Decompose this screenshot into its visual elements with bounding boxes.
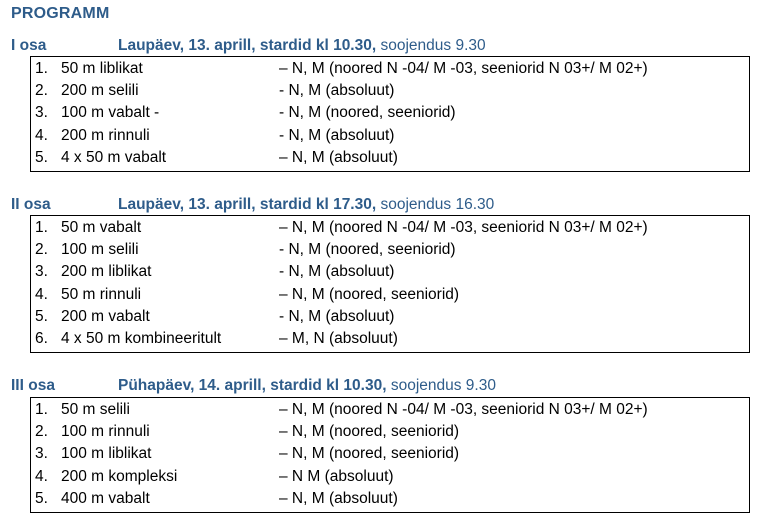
event-row [31, 330, 749, 352]
event-row [31, 445, 749, 467]
event-categories: - N, M (absoluut) [279, 307, 395, 325]
page-title: PROGRAMM [11, 5, 110, 22]
event-categories: – M, N (absoluut) [279, 329, 398, 347]
event-name: 4 x 50 m vabalt [61, 148, 167, 166]
event-row [31, 104, 749, 126]
event-row [31, 82, 749, 104]
event-name: 100 m vabalt - [61, 104, 160, 122]
event-name: 200 m kompleksi [61, 467, 178, 485]
event-categories: - N, M (noored, seeniorid) [279, 241, 456, 259]
event-categories: - N, M (absoluut) [279, 126, 395, 144]
section-date-bold: Pühapäev, 14. aprill, stardid kl 10.30, [118, 377, 387, 394]
event-categories: - N, M (absoluut) [279, 82, 395, 100]
event-row [31, 490, 749, 512]
event-number: 3. [35, 445, 48, 463]
event-name: 50 m liblikat [61, 60, 143, 77]
event-number: 2. [35, 423, 48, 441]
event-name: 50 m vabalt [61, 219, 142, 236]
event-name: 200 m rinnuli [61, 126, 150, 144]
event-number: 3. [35, 263, 48, 281]
event-row [31, 241, 749, 263]
section-warmup: soojendus 9.30 [386, 377, 496, 394]
event-number: 5. [35, 307, 48, 325]
event-row [31, 149, 749, 171]
section-date-bold: Laupäev, 13. aprill, stardid kl 10.30, [118, 37, 377, 54]
section-label: II osa [11, 196, 51, 213]
event-name: 50 m selili [61, 401, 130, 418]
event-box-2 [30, 215, 750, 353]
section-label: III osa [11, 377, 55, 394]
event-name: 200 m vabalt [61, 307, 150, 325]
event-row [31, 60, 749, 82]
event-row [31, 308, 749, 330]
event-name: 4 x 50 m kombineeritult [61, 329, 222, 347]
event-categories: – N, M (noored, seeniorid) [279, 285, 460, 303]
event-categories: – N, M (absoluut) [279, 148, 398, 166]
event-number: 3. [35, 104, 48, 122]
section-warmup: soojendus 16.30 [376, 196, 495, 213]
event-categories: – N, M (noored N -04/ M -03, seeniorid N 03+/ M 02+) [279, 219, 648, 236]
event-name: 50 m rinnuli [61, 285, 142, 303]
event-row [31, 127, 749, 149]
event-name: 200 m liblikat [61, 263, 152, 281]
event-name: 100 m selili [61, 241, 139, 259]
event-row [31, 219, 749, 241]
event-categories: – N, M (noored, seeniorid) [279, 445, 460, 463]
event-number: 4. [35, 126, 48, 144]
event-categories: – N, M (absoluut) [279, 489, 398, 507]
event-categories: - N, M (noored, seeniorid) [279, 104, 456, 122]
event-name: 400 m vabalt [61, 489, 150, 507]
event-number: 6. [35, 329, 48, 347]
event-categories: – N, M (noored, seeniorid) [279, 423, 460, 441]
event-box-1 [30, 56, 750, 172]
event-row [31, 263, 749, 285]
section-warmup: soojendus 9.30 [376, 37, 486, 54]
event-name: 100 m liblikat [61, 445, 152, 463]
event-name: 100 m rinnuli [61, 423, 150, 441]
event-row [31, 423, 749, 445]
event-number: 5. [35, 148, 48, 166]
section-date [118, 196, 494, 214]
event-categories: – N, M (noored N -04/ M -03, seeniorid N 03+/ M 02+) [279, 401, 648, 418]
event-number: 1. [35, 401, 48, 418]
event-box-3 [30, 397, 750, 513]
event-row [31, 468, 749, 490]
event-number: 2. [35, 241, 48, 259]
event-categories: – N, M (noored N -04/ M -03, seeniorid N 03+/ M 02+) [279, 60, 648, 77]
section-label: I osa [11, 37, 47, 54]
event-row [31, 286, 749, 308]
event-categories: - N, M (absoluut) [279, 263, 395, 281]
section-date-bold: Laupäev, 13. aprill, stardid kl 17.30, [118, 196, 377, 213]
event-number: 1. [35, 60, 48, 77]
event-number: 4. [35, 467, 48, 485]
event-name: 200 m selili [61, 82, 139, 100]
event-categories: – N M (absoluut) [279, 467, 394, 485]
section-date [118, 37, 486, 55]
event-number: 1. [35, 219, 48, 236]
event-number: 5. [35, 489, 48, 507]
event-row [31, 401, 749, 423]
event-number: 4. [35, 285, 48, 303]
event-number: 2. [35, 82, 48, 100]
section-date [118, 377, 496, 395]
